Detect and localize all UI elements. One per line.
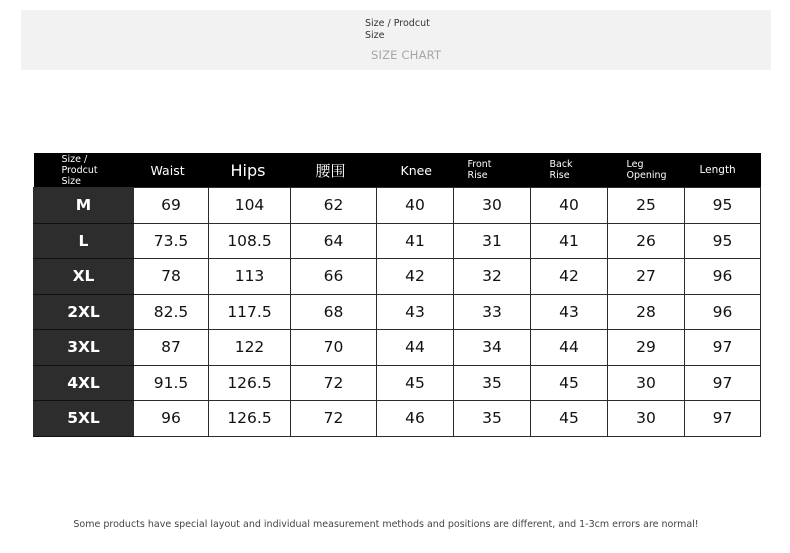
size-table <box>33 153 761 437</box>
size-label-cell: XL <box>34 259 134 295</box>
measurement-cell: 104 <box>209 188 291 224</box>
header-front-rise-line1: Front <box>467 159 492 170</box>
banner-subtitle-line2: Size <box>365 30 385 41</box>
measurement-cell: 44 <box>377 330 454 366</box>
table-row <box>34 401 761 437</box>
measurement-cell: 96 <box>134 401 209 437</box>
size-label-cell: 4XL <box>34 365 134 401</box>
measurement-cell: 45 <box>531 401 608 437</box>
size-label-cell: 3XL <box>34 330 134 366</box>
header-cjk-label: 腰围 <box>315 161 346 180</box>
measurement-cell: 41 <box>531 223 608 259</box>
measurement-cell: 78 <box>134 259 209 295</box>
measurement-cell: 40 <box>377 188 454 224</box>
measurement-cell: 33 <box>454 294 531 330</box>
measurement-cell: 42 <box>377 259 454 295</box>
measurement-cell: 27 <box>608 259 685 295</box>
measurement-cell: 72 <box>291 401 377 437</box>
measurement-cell: 122 <box>209 330 291 366</box>
header-cjk <box>291 153 377 188</box>
measurement-cell: 66 <box>291 259 377 295</box>
measurement-cell: 31 <box>454 223 531 259</box>
header-hips-label: Hips <box>230 160 266 180</box>
measurement-cell: 96 <box>685 259 761 295</box>
header-size-line3: Size <box>61 175 82 187</box>
measurement-cell: 25 <box>608 188 685 224</box>
table-body <box>34 188 761 437</box>
header-leg-opening <box>608 153 685 188</box>
size-label-cell: 5XL <box>34 401 134 437</box>
measurement-cell: 87 <box>134 330 209 366</box>
measurement-cell: 35 <box>454 365 531 401</box>
measurement-cell: 34 <box>454 330 531 366</box>
header-leg-opening-line2: Opening <box>626 170 667 181</box>
header-knee <box>377 153 454 188</box>
measurement-cell: 113 <box>209 259 291 295</box>
header-hips <box>209 153 291 188</box>
measurement-cell: 64 <box>291 223 377 259</box>
header-size-line2: Prodcut <box>61 164 98 176</box>
measurement-cell: 32 <box>454 259 531 295</box>
measurement-cell: 46 <box>377 401 454 437</box>
measurement-cell: 82.5 <box>134 294 209 330</box>
measurement-cell: 117.5 <box>209 294 291 330</box>
measurement-cell: 43 <box>377 294 454 330</box>
table-row <box>34 188 761 224</box>
measurement-cell: 69 <box>134 188 209 224</box>
table-row <box>34 330 761 366</box>
measurement-cell: 97 <box>685 365 761 401</box>
table-header-row <box>34 153 761 188</box>
banner-subtitle-line1: Size / Prodcut <box>365 18 430 29</box>
measurement-cell: 126.5 <box>209 365 291 401</box>
table-row <box>34 259 761 295</box>
measurement-cell: 95 <box>685 223 761 259</box>
header-size-line1: Size / <box>61 153 88 165</box>
measurement-cell: 70 <box>291 330 377 366</box>
measurement-cell: 95 <box>685 188 761 224</box>
header-back-rise-line2: Rise <box>549 170 570 181</box>
measurement-cell: 126.5 <box>209 401 291 437</box>
measurement-cell: 108.5 <box>209 223 291 259</box>
banner-subtitle <box>365 18 455 42</box>
measurement-cell: 30 <box>608 401 685 437</box>
measurement-cell: 96 <box>685 294 761 330</box>
measurement-cell: 72 <box>291 365 377 401</box>
table-row <box>34 294 761 330</box>
measurement-cell: 30 <box>608 365 685 401</box>
header-length <box>685 153 761 188</box>
header-front-rise <box>454 153 531 188</box>
header-waist <box>134 153 209 188</box>
measurement-cell: 44 <box>531 330 608 366</box>
header-waist-label: Waist <box>150 162 185 178</box>
measurement-cell: 45 <box>377 365 454 401</box>
size-label-cell: 2XL <box>34 294 134 330</box>
measurement-cell: 29 <box>608 330 685 366</box>
size-label-cell: L <box>34 223 134 259</box>
header-back-rise-line1: Back <box>549 159 573 170</box>
measurement-cell: 30 <box>454 188 531 224</box>
size-label-cell: M <box>34 188 134 224</box>
header-length-label: Length <box>699 163 736 176</box>
measurement-cell: 97 <box>685 401 761 437</box>
measurement-cell: 91.5 <box>134 365 209 401</box>
header-knee-label: Knee <box>400 162 433 178</box>
header-back-rise <box>531 153 608 188</box>
measurement-cell: 42 <box>531 259 608 295</box>
table-row <box>34 365 761 401</box>
header-leg-opening-line1: Leg <box>626 159 644 170</box>
measurement-cell: 62 <box>291 188 377 224</box>
size-chart-banner <box>21 10 771 70</box>
measurement-cell: 40 <box>531 188 608 224</box>
measurement-cell: 26 <box>608 223 685 259</box>
banner-title: SIZE CHART <box>371 48 442 62</box>
header-front-rise-line2: Rise <box>467 170 488 181</box>
table-row <box>34 223 761 259</box>
measurement-cell: 73.5 <box>134 223 209 259</box>
measurement-cell: 41 <box>377 223 454 259</box>
measurement-cell: 35 <box>454 401 531 437</box>
measurement-cell: 28 <box>608 294 685 330</box>
header-size <box>34 153 134 188</box>
measurement-cell: 97 <box>685 330 761 366</box>
footer-note: Some products have special layout and individual measurement methods and positions are different, and 1-3cm errors are normal! <box>73 519 699 530</box>
measurement-cell: 43 <box>531 294 608 330</box>
measurement-cell: 68 <box>291 294 377 330</box>
measurement-cell: 45 <box>531 365 608 401</box>
